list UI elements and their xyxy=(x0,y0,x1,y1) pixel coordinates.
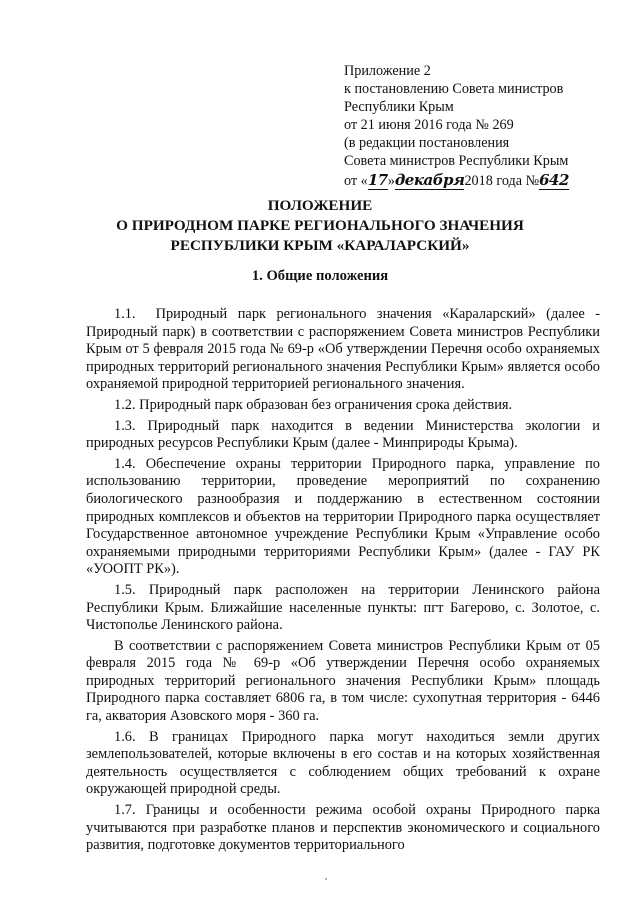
paragraph-1-4: 1.4. Обеспечение охраны территории Природного парка, управление по использованию территории, проведение мероприятий по сохранению биологического разнообразия и поддержанию в естественном состоянии природных комплексов и объектов на территории Природного парка осуществляет Государственное автономное учреждение Республики Крым «Управление особо охраняемыми природными территориями Республики Крым» (далее - ГАУ РК «УООПТ РК»). xyxy=(86,455,600,578)
title-line-3: РЕСПУБЛИКИ КРЫМ «КАРАЛАРСКИЙ» xyxy=(170,237,470,254)
paragraph-text: Природный парк регионального значения «Караларский» (далее - Природный парк) в соответствии с распоряжением Совета министров Республики Крым от 5 февраля 2015 года № 69-р «Об утверждении Перечня особо охраняемых природных территорий регионального значения Республики Крым» является особо охраняемой природной территорией регионального значения. xyxy=(86,306,600,393)
title-line-1: ПОЛОЖЕНИЕ xyxy=(267,197,373,214)
paragraph-1-5: 1.5. Природный парк расположен на территории Ленинского района Республики Крым. Ближайшие населенные пункты: пгт Багерово, с. Золотое, с. Чистополье Ленинского района. xyxy=(86,581,600,634)
paragraph-area: В соответствии с распоряжением Совета министров Республики Крым от 05 февраля 2015 года № 69-р «Об утверждении Перечня особо охраняемых природных территорий регионального значения Республики Крым» площадь Природного парка составляет 6806 га, в том числе: сухопутная территория - 6446 га, акватория Азовского моря - 360 га. xyxy=(86,637,600,725)
appendix-header xyxy=(344,62,614,190)
date-suffix: 2018 года № xyxy=(464,172,540,189)
paragraph-1-6: 1.6. В границах Природного парка могут находиться земли других землепользователей, которые включены в его состав и на которых хозяйственная деятельность осуществляется с соблюдением общих требований к охране окружающей природной среды. xyxy=(86,728,600,798)
appendix-line: Совета министров Республики Крым xyxy=(344,153,569,170)
appendix-line: Республики Крым xyxy=(344,99,454,116)
date-mid: » xyxy=(387,172,395,189)
title-line-2: О ПРИРОДНОМ ПАРКЕ РЕГИОНАЛЬНОГО ЗНАЧЕНИЯ xyxy=(116,217,524,234)
handwritten-day: 17 xyxy=(367,170,388,189)
appendix-line: к постановлению Совета министров xyxy=(344,81,564,98)
document-title xyxy=(40,196,600,256)
handwritten-number: 642 xyxy=(539,170,569,189)
paragraph-1-7: 1.7. Границы и особенности режима особой охраны Природного парка учитываются при разработке планов и перспектив экономического и социального развития, подготовке документов территориального xyxy=(86,802,600,854)
paragraph-1-1 xyxy=(86,306,600,394)
appendix-line: Приложение 2 xyxy=(344,63,431,79)
date-prefix: от « xyxy=(344,172,368,189)
paragraph-1-2: 1.2. Природный парк образован без ограничения срока действия. xyxy=(114,396,513,413)
appendix-date-line xyxy=(344,171,614,190)
appendix-line: (в редакции постановления xyxy=(344,135,510,152)
appendix-line: от 21 июня 2016 года № 269 xyxy=(344,117,514,134)
body-text xyxy=(86,306,600,855)
paragraph-number: 1.1. xyxy=(114,306,136,322)
paragraph-1-3: 1.3. Природный парк находится в ведении Министерства экологии и природных ресурсов Республики Крым (далее - Минприроды Крыма). xyxy=(86,417,600,452)
section-heading: 1. Общие положения xyxy=(251,268,389,284)
page-speck xyxy=(325,878,327,880)
handwritten-month: декабря xyxy=(394,170,465,189)
